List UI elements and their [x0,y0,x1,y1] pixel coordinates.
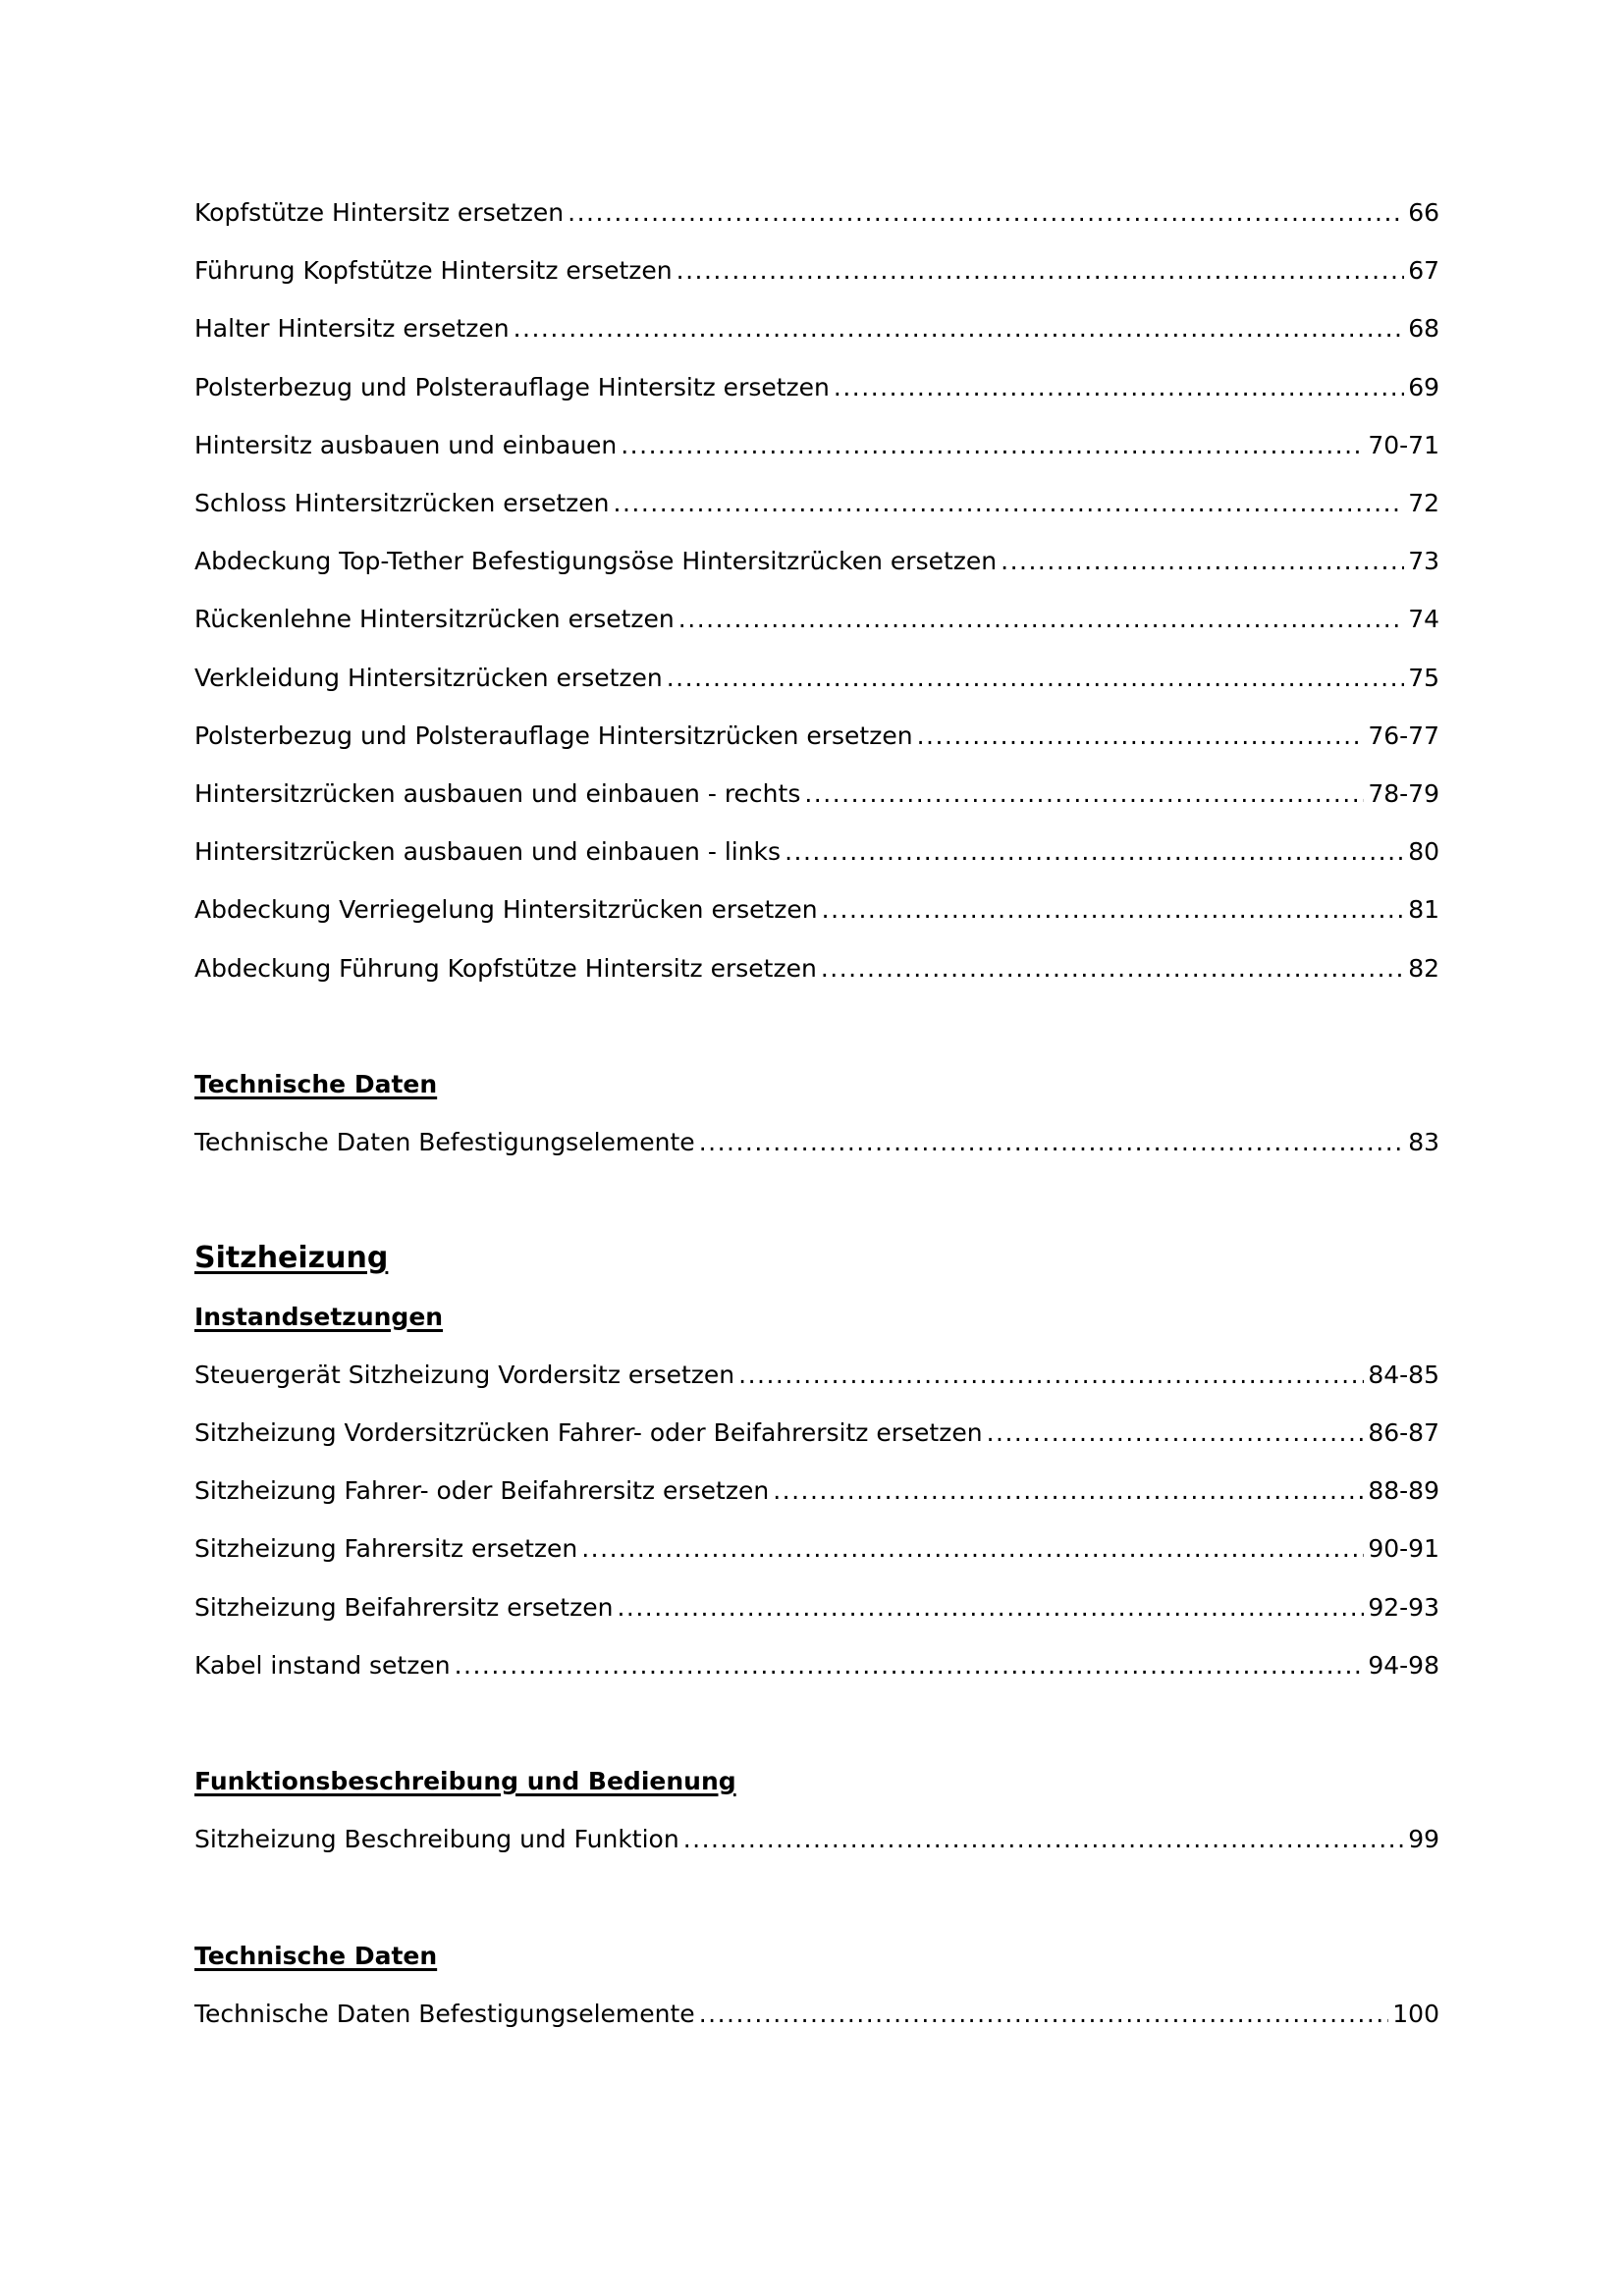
toc-entry[interactable] [194,1985,1439,2043]
toc-entry-page: 86-87 [1368,1418,1439,1448]
toc-entry[interactable] [194,649,1439,707]
toc-entry-page: 90-91 [1368,1534,1439,1564]
dot-leader [699,1128,1405,1156]
table-of-contents [194,184,1439,2043]
toc-entry-page: 67 [1408,256,1439,286]
toc-entry[interactable] [194,241,1439,299]
toc-entry-page: 80 [1408,837,1439,867]
toc-entry[interactable] [194,1520,1439,1577]
toc-entry-title: Polsterbezug und Polsterauflage Hintersitz ersetzen [194,372,830,401]
toc-entry-page: 92-93 [1368,1592,1439,1622]
toc-entry-title: Kabel instand setzen [194,1650,451,1680]
toc-entry[interactable] [194,1462,1439,1520]
toc-entry-page: 99 [1408,1825,1439,1854]
toc-entry-page: 66 [1408,198,1439,228]
toc-entry[interactable] [194,184,1439,241]
toc-entry[interactable] [194,823,1439,881]
toc-entry-title: Sitzheizung Beifahrersitz ersetzen [194,1592,614,1622]
toc-entry-page: 82 [1408,953,1439,983]
section-heading-instandsetzungen: Instandsetzungen [194,1302,444,1331]
dot-leader [821,954,1404,983]
dot-leader [917,721,1365,750]
dot-leader [514,314,1405,343]
toc-entry[interactable] [194,938,1439,996]
toc-entry-page: 75 [1408,663,1439,692]
toc-entry-page: 83 [1408,1128,1439,1157]
toc-entry-title: Rückenlehne Hintersitzrücken ersetzen [194,605,675,634]
toc-entry-title: Führung Kopfstütze Hintersitz ersetzen [194,256,673,286]
toc-entry-title: Steuergerät Sitzheizung Vordersitz ersetzen [194,1360,735,1389]
toc-entry-page: 81 [1408,895,1439,925]
toc-entry[interactable] [194,765,1439,823]
toc-entry[interactable] [194,1578,1439,1636]
toc-entry-page: 76-77 [1368,721,1439,750]
toc-entry-title: Polsterbezug und Polsterauflage Hintersitzrücken ersetzen [194,721,913,750]
toc-entry-title: Abdeckung Führung Kopfstütze Hintersitz ersetzen [194,953,817,983]
toc-entry-title: Sitzheizung Fahrersitz ersetzen [194,1534,578,1564]
dot-leader [617,1593,1364,1622]
dot-leader [785,837,1404,866]
dot-leader [834,373,1404,401]
dot-leader [614,489,1405,517]
toc-entry[interactable] [194,474,1439,532]
toc-entry-page: 68 [1408,314,1439,344]
dot-leader [677,256,1405,285]
toc-entry-page: 88-89 [1368,1476,1439,1506]
toc-entry-page: 94-98 [1368,1650,1439,1680]
toc-entry-title: Verkleidung Hintersitzrücken ersetzen [194,663,663,692]
toc-entry-page: 84-85 [1368,1360,1439,1389]
toc-entry-title: Sitzheizung Fahrer- oder Beifahrersitz ersetzen [194,1476,770,1506]
toc-entry[interactable] [194,881,1439,938]
toc-entry[interactable] [194,707,1439,765]
dot-leader [683,1825,1404,1853]
toc-entry[interactable] [194,532,1439,590]
section-heading-technische-daten: Technische Daten [194,1069,438,1098]
toc-entry-title: Schloss Hintersitzrücken ersetzen [194,489,610,518]
toc-entry-title: Abdeckung Top-Tether Befestigungsöse Hintersitzrücken ersetzen [194,547,998,576]
toc-entry[interactable] [194,1404,1439,1462]
dot-leader [455,1651,1365,1680]
toc-entry-title: Technische Daten Befestigungselemente [194,1128,695,1157]
toc-entry-title: Hintersitzrücken ausbauen und einbauen - links [194,837,782,867]
toc-entry-page: 69 [1408,372,1439,401]
toc-entry-title: Hintersitzrücken ausbauen und einbauen - rechts [194,778,801,808]
dot-leader [987,1418,1365,1447]
section-heading-funktionsbeschreibung: Funktionsbeschreibung und Bedienung [194,1767,736,1796]
toc-entry[interactable] [194,1346,1439,1404]
toc-entry-page: 100 [1392,1999,1439,2028]
dot-leader [667,664,1404,692]
dot-leader [621,431,1364,459]
toc-entry-page: 72 [1408,489,1439,518]
toc-entry-title: Kopfstütze Hintersitz ersetzen [194,198,565,228]
dot-leader [678,605,1404,633]
chapter-heading-sitzheizung: Sitzheizung [194,1241,389,1276]
toc-entry[interactable] [194,299,1439,357]
toc-entry-page: 70-71 [1368,430,1439,459]
section-heading-technische-daten-2: Technische Daten [194,1941,438,1970]
dot-leader [738,1361,1364,1389]
dot-leader [804,779,1364,808]
toc-entry[interactable] [194,590,1439,648]
toc-entry-title: Sitzheizung Beschreibung und Funktion [194,1825,679,1854]
toc-entry-page: 74 [1408,605,1439,634]
toc-entry-page: 73 [1408,547,1439,576]
dot-leader [581,1534,1364,1563]
dot-leader [699,2000,1389,2028]
toc-entry-title: Sitzheizung Vordersitzrücken Fahrer- oder Beifahrersitz ersetzen [194,1418,983,1448]
dot-leader [773,1476,1364,1505]
toc-entry-title: Halter Hintersitz ersetzen [194,314,510,344]
dot-leader [1001,547,1404,575]
dot-leader [568,198,1404,227]
dot-leader [822,895,1405,924]
toc-entry[interactable] [194,358,1439,416]
toc-entry-title: Technische Daten Befestigungselemente [194,1999,695,2028]
toc-entry-title: Hintersitz ausbauen und einbauen [194,430,618,459]
toc-entry[interactable] [194,1636,1439,1694]
toc-entry[interactable] [194,416,1439,474]
toc-entry-title: Abdeckung Verriegelung Hintersitzrücken ersetzen [194,895,818,925]
toc-entry-page: 78-79 [1368,778,1439,808]
toc-entry[interactable] [194,1810,1439,1868]
toc-entry[interactable] [194,1113,1439,1171]
